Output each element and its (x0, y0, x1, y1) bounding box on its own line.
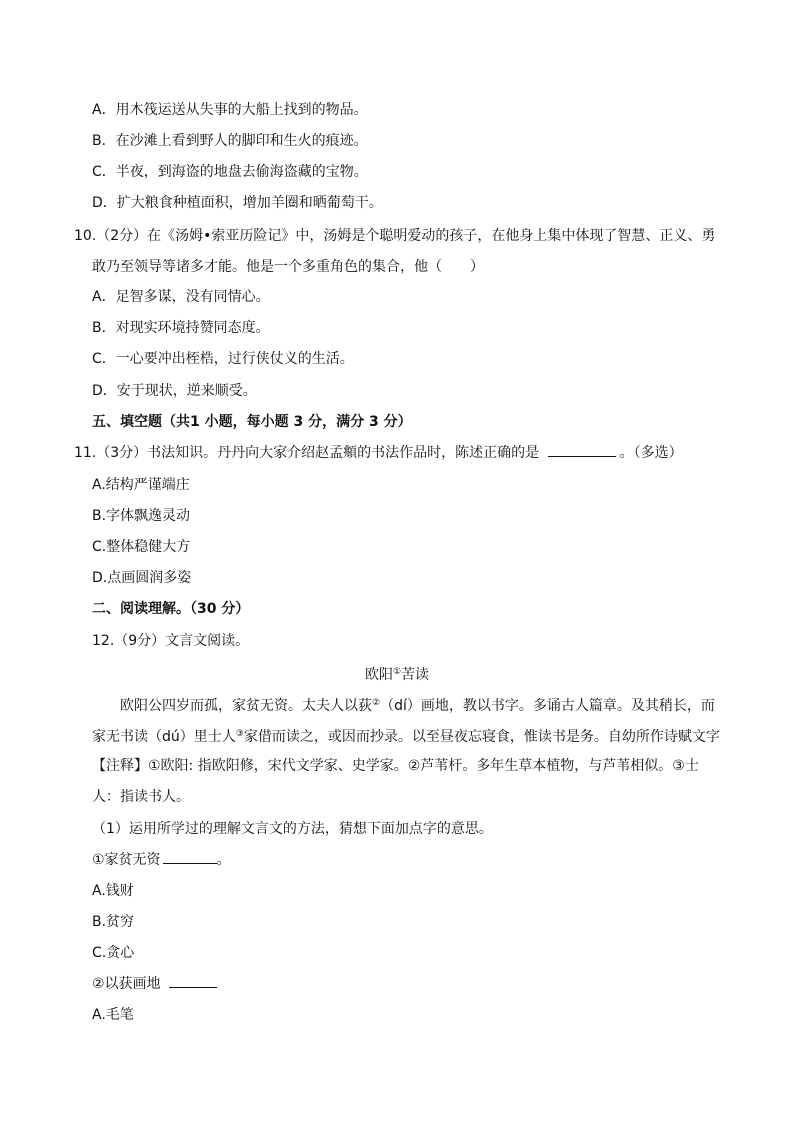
annotation-line-2: 人：指读书人。 (92, 789, 190, 805)
q10-option-a: A．足智多谋，没有同情心。 (92, 289, 270, 305)
q11-option-c: C.整体稳健大方 (92, 539, 191, 555)
item-1-option-b: B.贫穷 (92, 914, 135, 930)
passage-line-2 (92, 725, 720, 746)
passage-line-1-a: 欧阳公四岁而孤，家贫无资。太夫人以荻 (120, 698, 372, 714)
passage-title (0, 663, 794, 684)
item-2 (92, 975, 217, 993)
q11-option-a: A.结构严谨端庄 (92, 477, 190, 493)
item-1-blank[interactable] (163, 851, 217, 864)
section-2-title: 二、阅读理解。（30 分） (92, 601, 250, 617)
q10-stem-line2: 敢乃至领导等诸多才能。他是一个多重角色的集合，他（ ） (92, 259, 484, 275)
annotation-line-1: 【注释】①欧阳: 指欧阳修，宋代文学家、史学家。②芦苇杆。多年生草本植物，与芦苇相似。③士 (92, 758, 699, 774)
item-2-option-a: A.毛笔 (92, 1007, 134, 1023)
q11-option-d: D.点画圆润多姿 (92, 570, 192, 586)
item-1-option-c: C.贪心 (92, 945, 135, 961)
q10-option-b: B．对现实环境持赞同态度。 (92, 320, 270, 336)
q9-option-b: B．在沙滩上看到野人的脚印和生火的痕迹。 (92, 133, 368, 149)
item-2-text: ②以获画地 (92, 976, 161, 992)
passage-line-2-a: 家无书读（dú）里士人 (92, 729, 236, 745)
item-1-text: ①家贫无资 (92, 852, 161, 868)
q11-option-b: B.字体飘逸灵动 (92, 508, 191, 524)
item-1-option-a: A.钱财 (92, 883, 134, 899)
q10-option-d: D．安于现状，逆来顺受。 (92, 383, 257, 399)
passage-line-1-b: （dí）画地，教以书字。多诵古人篇章。及其稍长，而 (380, 698, 715, 714)
q10-option-c: C．一心要冲出桎梏，过行侠仗义的生活。 (92, 351, 354, 367)
q10-stem-line1: 10.（2分）在《汤姆•索亚历险记》中，汤姆是个聪明爱动的孩子，在他身上集中体现了智慧、正义、勇 (74, 228, 716, 244)
q12-stem: 12.（9分）文言文阅读。 (92, 633, 250, 649)
q9-option-a: A．用木筏运送从失事的大船上找到的物品。 (92, 102, 368, 118)
passage-footnote-3: ③ (235, 729, 244, 739)
passage-footnote-2: ② (372, 698, 381, 708)
q11-stem-text: 11.（3分）书法知识。丹丹向大家介绍赵孟頫的书法作品时，陈述正确的是 (74, 445, 540, 461)
q9-option-d: D．扩大粮食种植面积，增加羊圈和晒葡萄干。 (92, 195, 383, 211)
item-1 (92, 851, 231, 869)
section-5-title: 五、填空题（共1 小题，每小题 3 分，满分 3 分） (92, 414, 412, 430)
item-2-blank[interactable] (169, 975, 217, 988)
passage-line-1 (120, 694, 715, 715)
passage-title-end: 苦读 (401, 667, 430, 683)
q11-stem (74, 444, 683, 462)
q9-option-c: C．半夜，到海盗的地盘去偷海盗藏的宝物。 (92, 164, 368, 180)
sub-question-1: （1）运用所学过的理解文言文的方法，猜想下面加点字的意思。 (92, 821, 493, 837)
q11-stem-suffix: 。（多选） (619, 445, 683, 461)
passage-title-main: 欧阳 (364, 667, 393, 683)
passage-line-2-b: 家借而读之，或因而抄录。以至昼夜忘寝食，惟读书是务。自幼所作诗赋文字 (243, 729, 720, 745)
q11-answer-blank[interactable] (548, 444, 616, 457)
passage-title-footnote: ① (392, 667, 402, 677)
item-1-end: 。 (216, 852, 231, 868)
